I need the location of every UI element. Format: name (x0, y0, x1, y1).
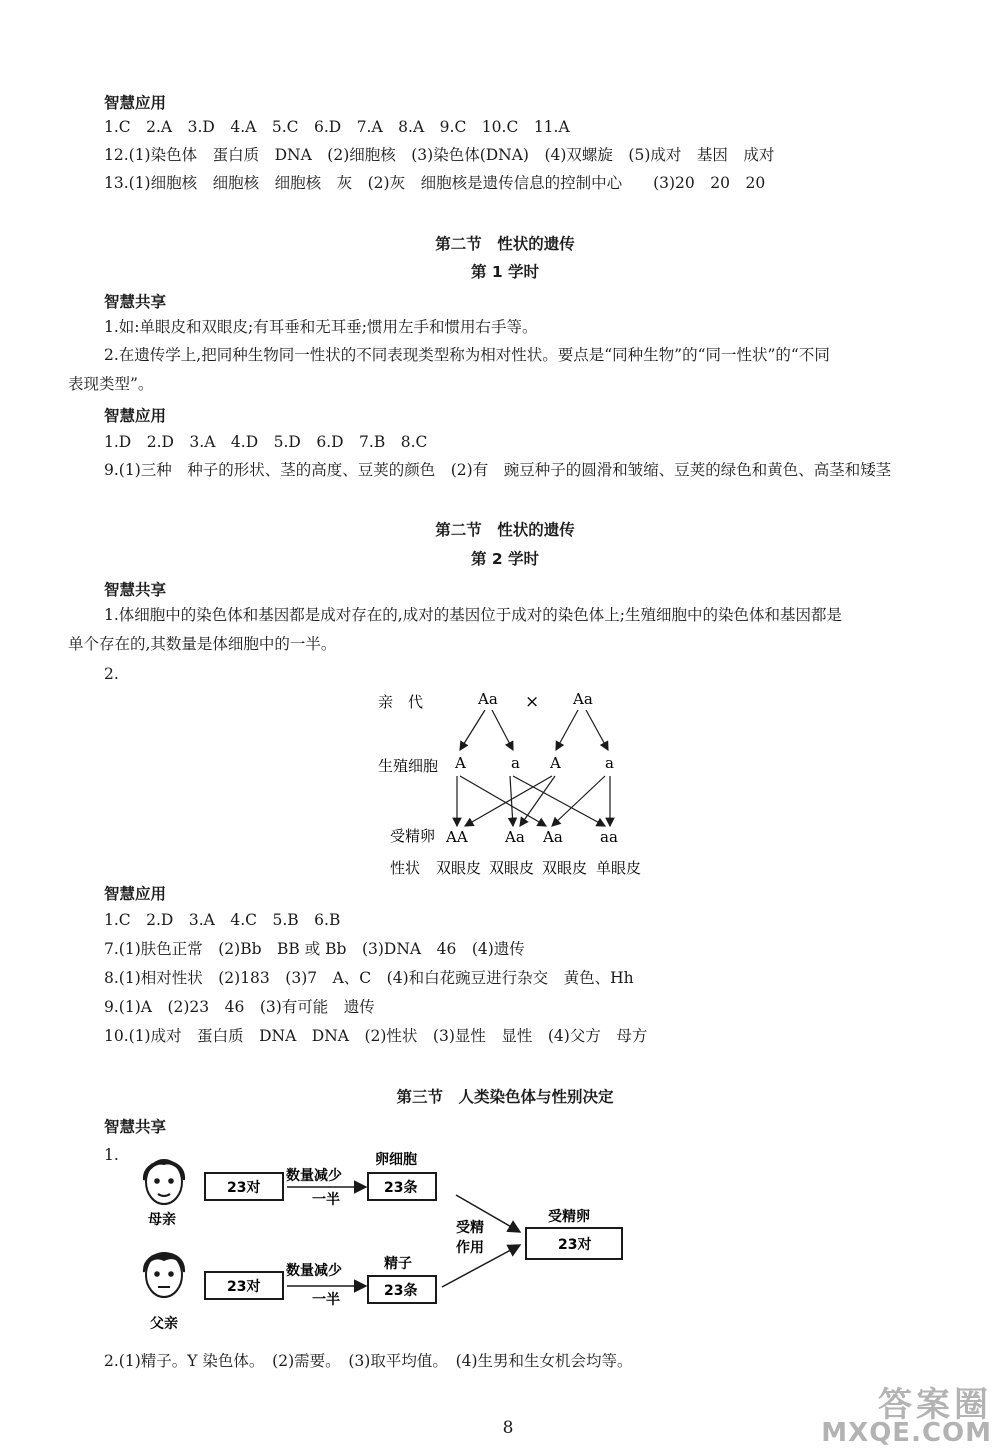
answer-line: 单个存在的,其数量是体细胞中的一半。 (68, 635, 337, 653)
gamete: A (550, 754, 561, 772)
zygote: Aa (543, 828, 563, 846)
genetic-cross-diagram (360, 680, 680, 885)
section-heading: 智慧应用 (104, 407, 167, 425)
zygote: Aa (505, 828, 525, 846)
section-subtitle: 第 1 学时 (470, 263, 540, 281)
answer-line: 1. (104, 1146, 119, 1164)
section-subtitle: 第 2 学时 (470, 550, 540, 568)
answer-line: 2.(1)精子。Y 染色体。 (2)需要。 (3)取平均值。 (4)生男和生女机会均等。 (104, 1352, 633, 1370)
gamete: A (455, 754, 466, 772)
answer-line: 表现类型”。 (68, 375, 154, 393)
watermark (821, 1385, 992, 1448)
watermark-title: 答案圈 (878, 1385, 992, 1425)
answer-line: 8.(1)相对性状 (2)183 (3)7 A、C (4)和白花豌豆进行杂交 黄色、Hh (104, 969, 634, 987)
gamete: a (511, 754, 520, 772)
trait: 双眼皮 (542, 859, 588, 877)
parent-genotype: Aa (573, 690, 593, 708)
answer-line: 1.C 2.D 3.A 4.C 5.B 6.B (104, 911, 341, 929)
fertilization-label: 受精 (456, 1220, 484, 1236)
answer-line: 1.D 2.D 3.A 4.D 5.D 6.D 7.B 8.C (104, 433, 428, 451)
section-title: 第二节 性状的遗传 (435, 235, 575, 253)
fertilization-label: 作用 (456, 1240, 484, 1256)
reduce-label-top: 数量减少 (286, 1263, 342, 1279)
reduce-label-bottom: 一半 (312, 1192, 340, 1208)
father-face-icon (144, 1253, 184, 1297)
egg-label: 卵细胞 (375, 1152, 417, 1168)
gamete: a (605, 754, 614, 772)
mother-label: 母亲 (148, 1212, 176, 1228)
mother-face-icon (144, 1160, 184, 1204)
answer-line: 2.在遗传学上,把同种生物同一性状的不同表现类型称为相对性状。要点是“同种生物”的“同一性状”的“不同 (104, 346, 830, 364)
father-pairs: 23对 (227, 1279, 261, 1295)
parent-genotype: Aa (478, 690, 498, 708)
answer-line: 9.(1)三种 种子的形状、茎的高度、豆荚的颜色 (2)有 豌豆种子的圆滑和皱缩、豆荚的绿色和黄色、高茎和矮茎 (104, 461, 892, 479)
row-label-trait: 性状 (390, 859, 421, 877)
answer-line: 2. (104, 665, 119, 683)
answer-line: 10.(1)成对 蛋白质 DNA DNA (2)性状 (3)显性 显性 (4)父方 母方 (104, 1027, 648, 1045)
reduce-label-bottom: 一半 (312, 1292, 340, 1308)
trait: 单眼皮 (596, 859, 642, 877)
watermark-url: MXQE.COM (821, 1418, 992, 1448)
sperm-label: 精子 (384, 1256, 412, 1272)
answer-line: 13.(1)细胞核 细胞核 细胞核 灰 (2)灰 细胞核是遗传信息的控制中心 (3)20 20 20 (104, 174, 766, 192)
answer-line: 1.体细胞中的染色体和基因都是成对存在的,成对的基因位于成对的染色体上;生殖细胞中的染色体和基因都是 (104, 606, 842, 624)
cross-sign: × (525, 692, 540, 712)
zygote: aa (600, 828, 618, 846)
father-label: 父亲 (150, 1316, 178, 1332)
sperm-count: 23条 (384, 1283, 418, 1299)
fertilization-diagram (130, 1140, 650, 1335)
section-heading: 智慧应用 (104, 885, 167, 903)
mother-pairs: 23对 (227, 1180, 261, 1196)
row-label-gamete: 生殖细胞 (378, 757, 439, 775)
section-title: 第三节 人类染色体与性别决定 (396, 1088, 614, 1106)
row-label-zygote: 受精卵 (390, 827, 436, 845)
answer-line: 1.如:单眼皮和双眼皮;有耳垂和无耳垂;惯用左手和惯用右手等。 (104, 318, 538, 336)
reduce-label-top: 数量减少 (286, 1168, 342, 1184)
zygote-count: 23对 (558, 1237, 592, 1253)
answer-line: 9.(1)A (2)23 46 (3)有可能 遗传 (104, 998, 375, 1016)
section-heading: 智慧共享 (104, 1118, 167, 1136)
trait: 双眼皮 (436, 859, 482, 877)
answer-line: 12.(1)染色体 蛋白质 DNA (2)细胞核 (3)染色体(DNA) (4)双螺旋 (5)成对 基因 成对 (104, 146, 775, 164)
section-title: 第二节 性状的遗传 (435, 521, 575, 539)
section-heading: 智慧应用 (104, 94, 167, 112)
egg-count: 23条 (384, 1180, 418, 1196)
answer-line: 1.C 2.A 3.D 4.A 5.C 6.D 7.A 8.A 9.C 10.C 11.A (104, 118, 570, 136)
zygote-label: 受精卵 (548, 1209, 590, 1225)
zygote: AA (446, 828, 468, 846)
section-heading: 智慧共享 (104, 293, 167, 311)
page-number: 8 (502, 1418, 514, 1438)
trait: 双眼皮 (489, 859, 535, 877)
row-label-parent: 亲 代 (378, 693, 424, 711)
answer-line: 7.(1)肤色正常 (2)Bb BB 或 Bb (3)DNA 46 (4)遗传 (104, 940, 525, 958)
section-heading: 智慧共享 (104, 581, 167, 599)
